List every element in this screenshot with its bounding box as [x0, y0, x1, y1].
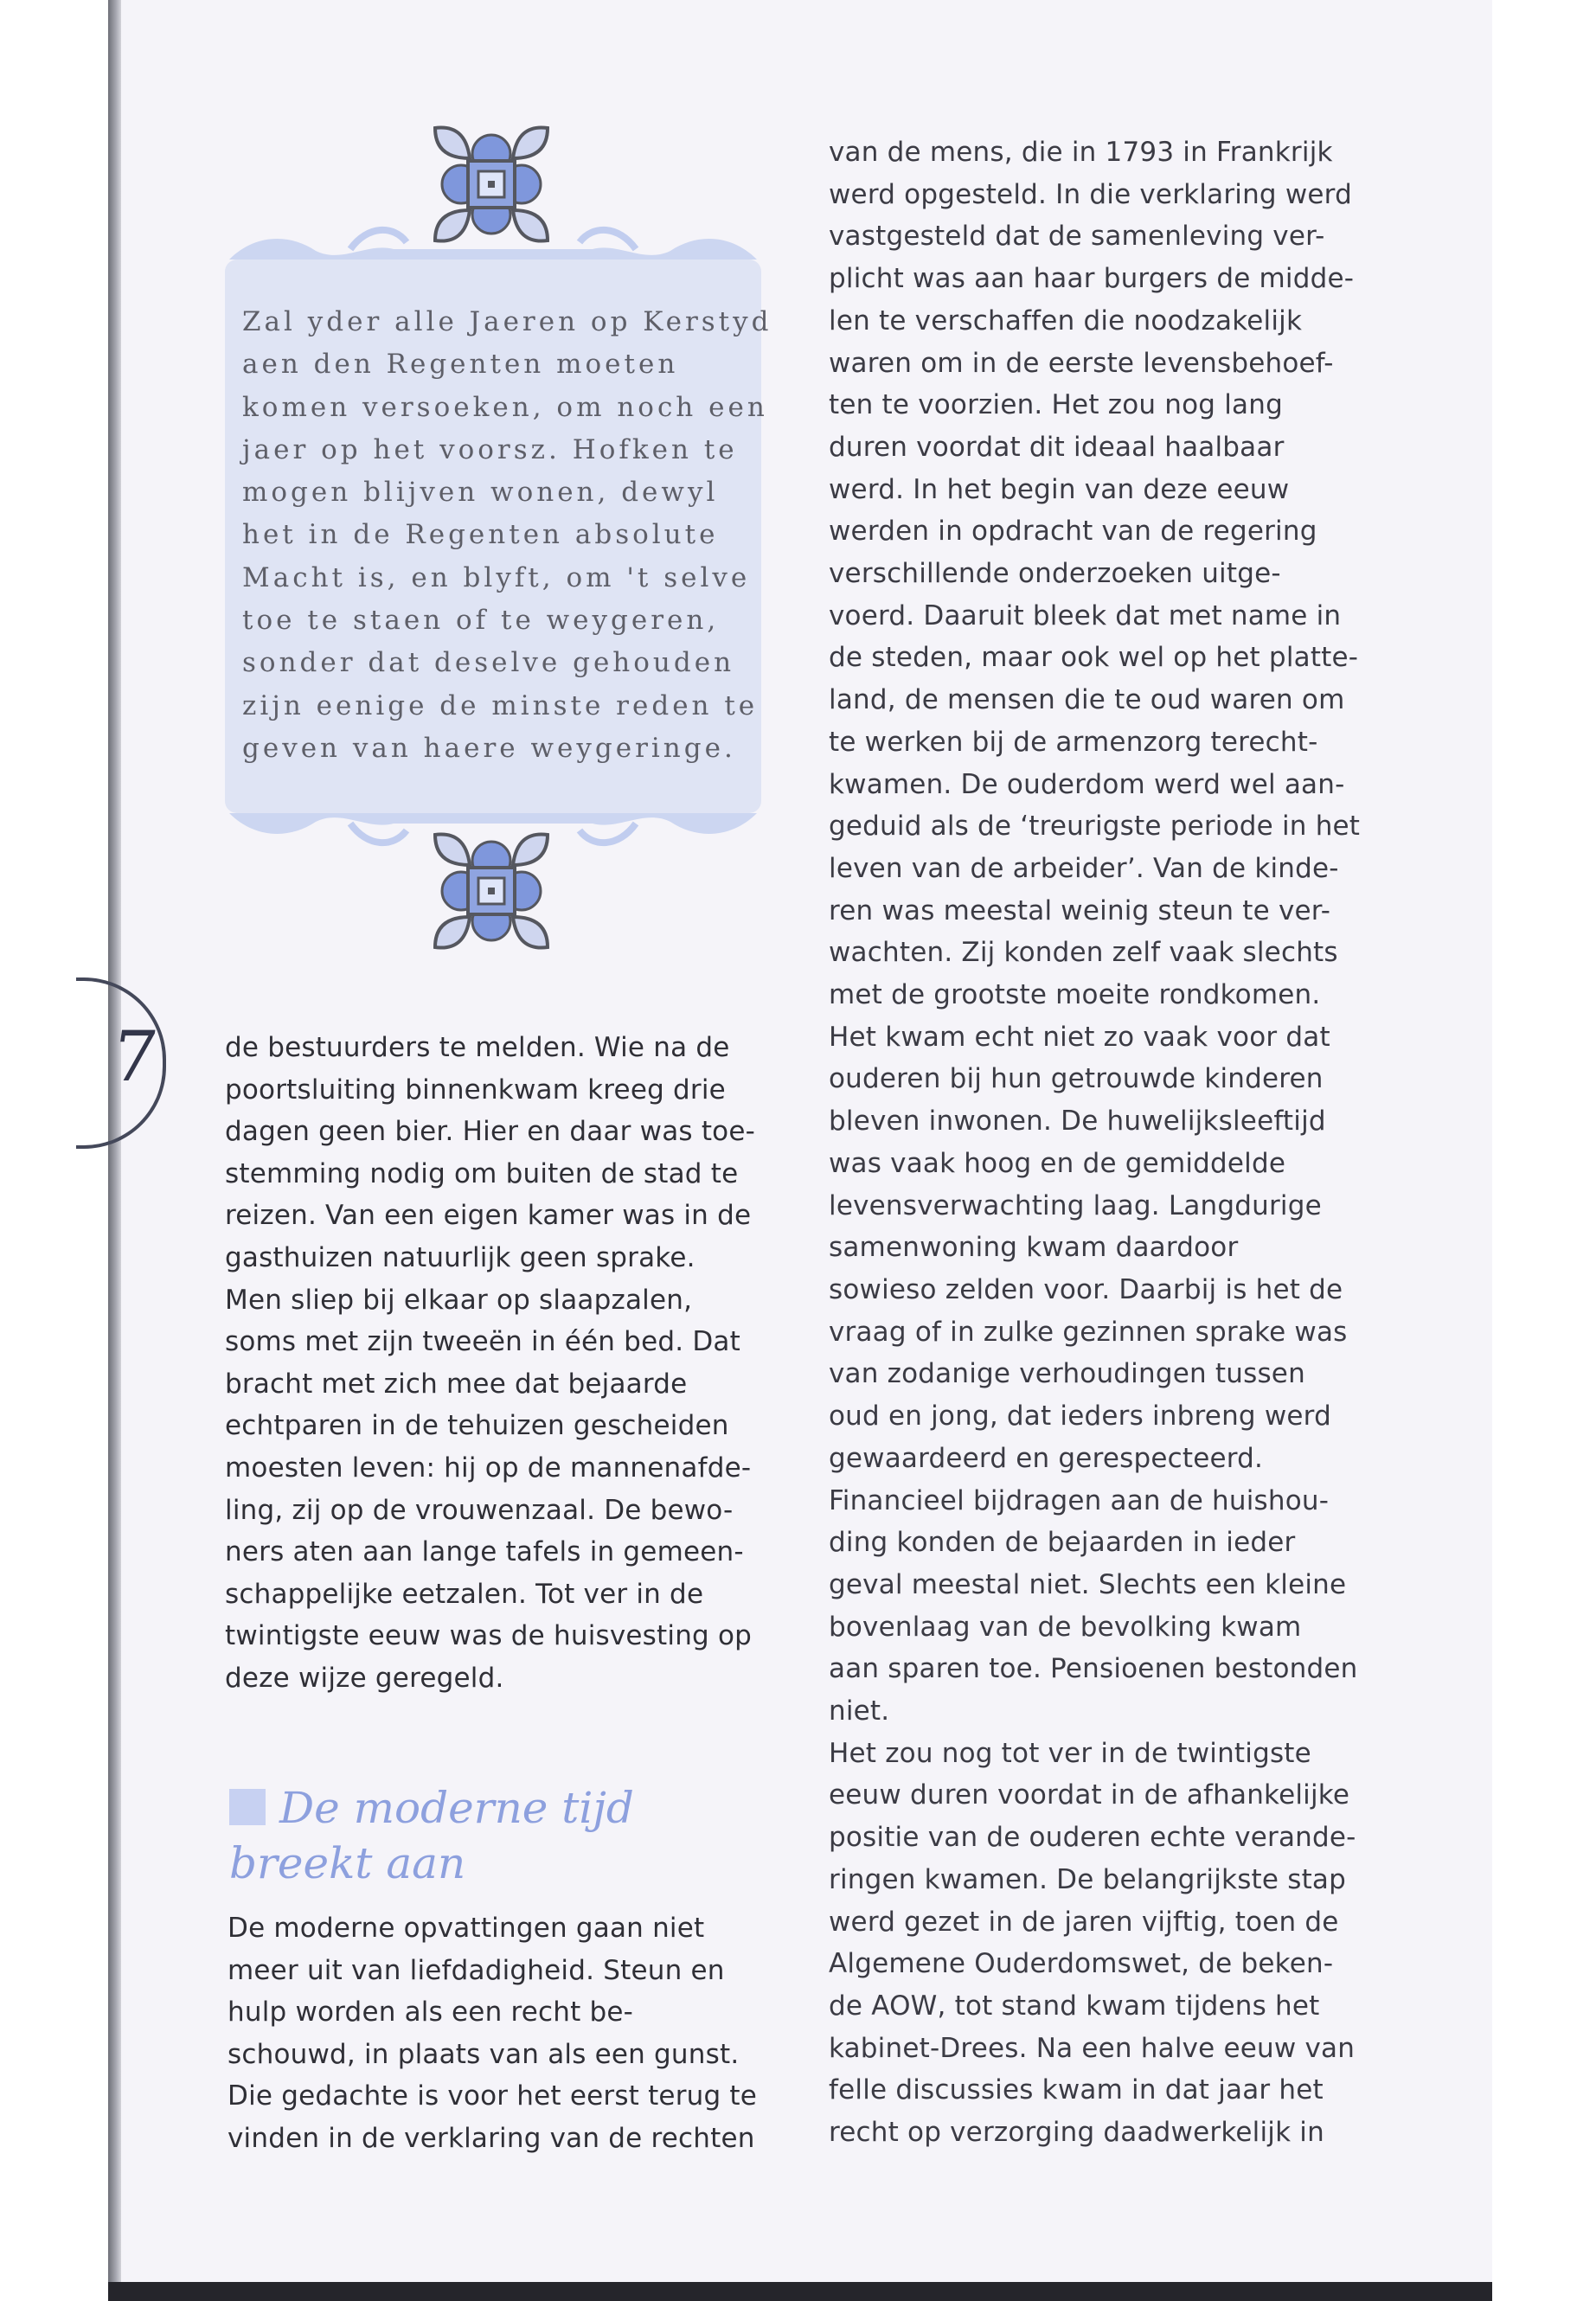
text-line: de AOW, tot stand kwam tijdens het	[829, 1990, 1320, 2022]
text-line: vinden in de verklaring van de rechten	[228, 2122, 755, 2154]
text-line: kwamen. De ouderdom werd wel aan-	[829, 768, 1345, 800]
quote-line: Zal yder alle Jaeren op Kerstyd	[242, 306, 772, 337]
text-line: van zodanige verhoudingen tussen	[829, 1358, 1305, 1390]
text-line: samenwoning kwam daardoor	[829, 1232, 1239, 1264]
text-line: wachten. Zij konden zelf vaak slechts	[829, 937, 1338, 969]
text-line: ling, zij op de vrouwenzaal. De bewo-	[225, 1494, 734, 1526]
text-line: geduid als de ‘treurigste periode in het	[829, 811, 1361, 843]
quote-line: komen versoeken, om noch een	[242, 391, 768, 423]
page-bottom-edge	[108, 2282, 1492, 2301]
text-line: Financieel bijdragen aan de huishou-	[829, 1484, 1330, 1516]
text-line: hulp worden als een recht be-	[228, 1997, 634, 2029]
text-line: reizen. Van een eigen kamer was in de	[225, 1200, 752, 1232]
text-line: twintigste eeuw was de huisvesting op	[225, 1620, 753, 1652]
text-line: len te verschaffen die noodzakelijk	[829, 304, 1303, 336]
text-line: te werken bij de armenzorg terecht-	[829, 726, 1318, 758]
left-column-paragraph	[225, 1027, 755, 1700]
text-line: met de grootste moeite rondkomen.	[829, 979, 1321, 1011]
text-line: land, de mensen die te oud waren om	[829, 684, 1345, 716]
text-line: plicht was aan haar burgers de midde-	[829, 263, 1355, 295]
text-line: felle discussies kwam in dat jaar het	[829, 2074, 1324, 2106]
decorative-tile-icon	[426, 826, 556, 956]
text-line: ding konden de bejaarden in ieder	[829, 1527, 1296, 1559]
text-line: vastgesteld dat de samenleving ver-	[829, 221, 1325, 253]
text-line: verschillende onderzoeken uitge-	[829, 558, 1281, 590]
text-line: schappelijke eetzalen. Tot ver in de	[225, 1578, 704, 1610]
text-line: Men sliep bij elkaar op slaapzalen,	[225, 1284, 693, 1316]
text-line: niet.	[829, 1695, 890, 1727]
text-line: gewaardeerd en gerespecteerd.	[829, 1442, 1264, 1474]
text-line: ren was meestal weinig steun te ver-	[829, 894, 1331, 926]
quote-line: toe te staen of te weygeren,	[242, 605, 720, 637]
text-line: gasthuizen natuurlijk geen sprake.	[225, 1241, 695, 1273]
quote-line: sonder dat deselve gehouden	[242, 647, 735, 679]
quote-line: geven van haere weygeringe.	[242, 732, 736, 764]
text-line: stemming nodig om buiten de stad te	[225, 1157, 739, 1189]
text-line: bovenlaag van de bevolking kwam	[829, 1611, 1302, 1643]
text-line: bracht met zich mee dat bejaarde	[225, 1368, 688, 1400]
text-line: moesten leven: hij op de mannenafde-	[225, 1452, 752, 1484]
text-line: leven van de arbeider’. Van de kinde-	[829, 852, 1339, 884]
text-line: ouderen bij hun getrouwde kinderen	[829, 1063, 1324, 1095]
left-column-paragraph	[228, 1907, 757, 2160]
text-line: dagen geen bier. Hier en daar was toe-	[225, 1116, 755, 1148]
text-line: De moderne opvattingen gaan niet	[228, 1913, 705, 1944]
book-spine	[108, 0, 121, 2301]
text-line: waren om in de eerste levensbehoef-	[829, 347, 1334, 379]
text-line: geval meestal niet. Slechts een kleine	[829, 1568, 1347, 1600]
text-line: werd gezet in de jaren vijftig, toen de	[829, 1906, 1339, 1938]
text-line: aan sparen toe. Pensioenen bestonden	[829, 1653, 1358, 1685]
text-line: sowieso zelden voor. Daarbij is het de	[829, 1273, 1343, 1305]
text-line: eeuw duren voordat in de afhankelijke	[829, 1779, 1350, 1811]
text-line: werd. In het begin van deze eeuw	[829, 473, 1290, 505]
text-line: Algemene Ouderdomswet, de beken-	[829, 1948, 1334, 1980]
text-line: Het zou nog tot ver in de twintigste	[829, 1737, 1311, 1769]
quote-line: zijn eenige de minste reden te	[242, 689, 759, 721]
text-line: meer uit van liefdadigheid. Steun en	[228, 1954, 725, 1986]
text-line: was vaak hoog en de gemiddelde	[829, 1147, 1286, 1179]
text-line: de bestuurders te melden. Wie na de	[225, 1032, 730, 1063]
text-line: Het kwam echt niet zo vaak voor dat	[829, 1021, 1330, 1053]
right-column-paragraph	[829, 131, 1360, 2154]
text-line: kabinet-Drees. Na een halve eeuw van	[829, 2032, 1356, 2064]
text-line: oud en jong, dat ieders inbreng werd	[829, 1400, 1331, 1433]
text-line: werd opgesteld. In die verklaring werd	[829, 178, 1352, 210]
text-line: deze wijze geregeld.	[225, 1662, 504, 1694]
text-line: ringen kwamen. De belangrijkste stap	[829, 1863, 1347, 1895]
text-line: echtparen in de tehuizen gescheiden	[225, 1410, 729, 1442]
text-line: soms met zijn tweeën in één bed. Dat	[225, 1326, 740, 1358]
text-line: levensverwachting laag. Langdurige	[829, 1189, 1322, 1221]
text-line: voerd. Daaruit bleek dat met name in	[829, 599, 1342, 631]
text-line: van de mens, die in 1793 in Frankrijk	[829, 137, 1333, 168]
text-line: werden in opdracht van de regering	[829, 516, 1317, 548]
text-line: poortsluiting binnenkwam kreeg drie	[225, 1074, 726, 1106]
text-line: de steden, maar ook wel op het platte-	[829, 642, 1359, 674]
text-line: recht op verzorging daadwerkelijk in	[829, 2117, 1324, 2149]
text-line: bleven inwonen. De huwelijksleeftijd	[829, 1106, 1326, 1138]
text-line: duren voordat dit ideaal haalbaar	[829, 431, 1285, 463]
text-line: schouwd, in plaats van als een gunst.	[228, 2038, 740, 2070]
text-line: positie van de ouderen echte verande-	[829, 1822, 1356, 1854]
quote-line: Macht is, en blyft, om 't selve	[242, 561, 751, 593]
quote-line: jaer op het voorsz. Hofken te	[242, 433, 738, 465]
chapter-tab-numeral: 7	[106, 1016, 163, 1097]
quote-line: aen den Regenten moeten	[242, 349, 679, 381]
historical-quote	[242, 301, 772, 770]
section-heading: De moderne tijd breekt aan	[229, 1783, 634, 1888]
text-line: Die gedachte is voor het eerst terug te	[228, 2080, 758, 2112]
quote-line: mogen blijven wonen, dewyl	[242, 477, 719, 509]
decorative-tile-icon	[426, 119, 556, 249]
text-line: ten te voorzien. Het zou nog lang	[829, 389, 1283, 421]
text-line: vraag of in zulke gezinnen sprake was	[829, 1316, 1348, 1348]
quote-line: het in de Regenten absolute	[242, 519, 719, 551]
text-line: ners aten aan lange tafels in gemeen-	[225, 1536, 744, 1568]
